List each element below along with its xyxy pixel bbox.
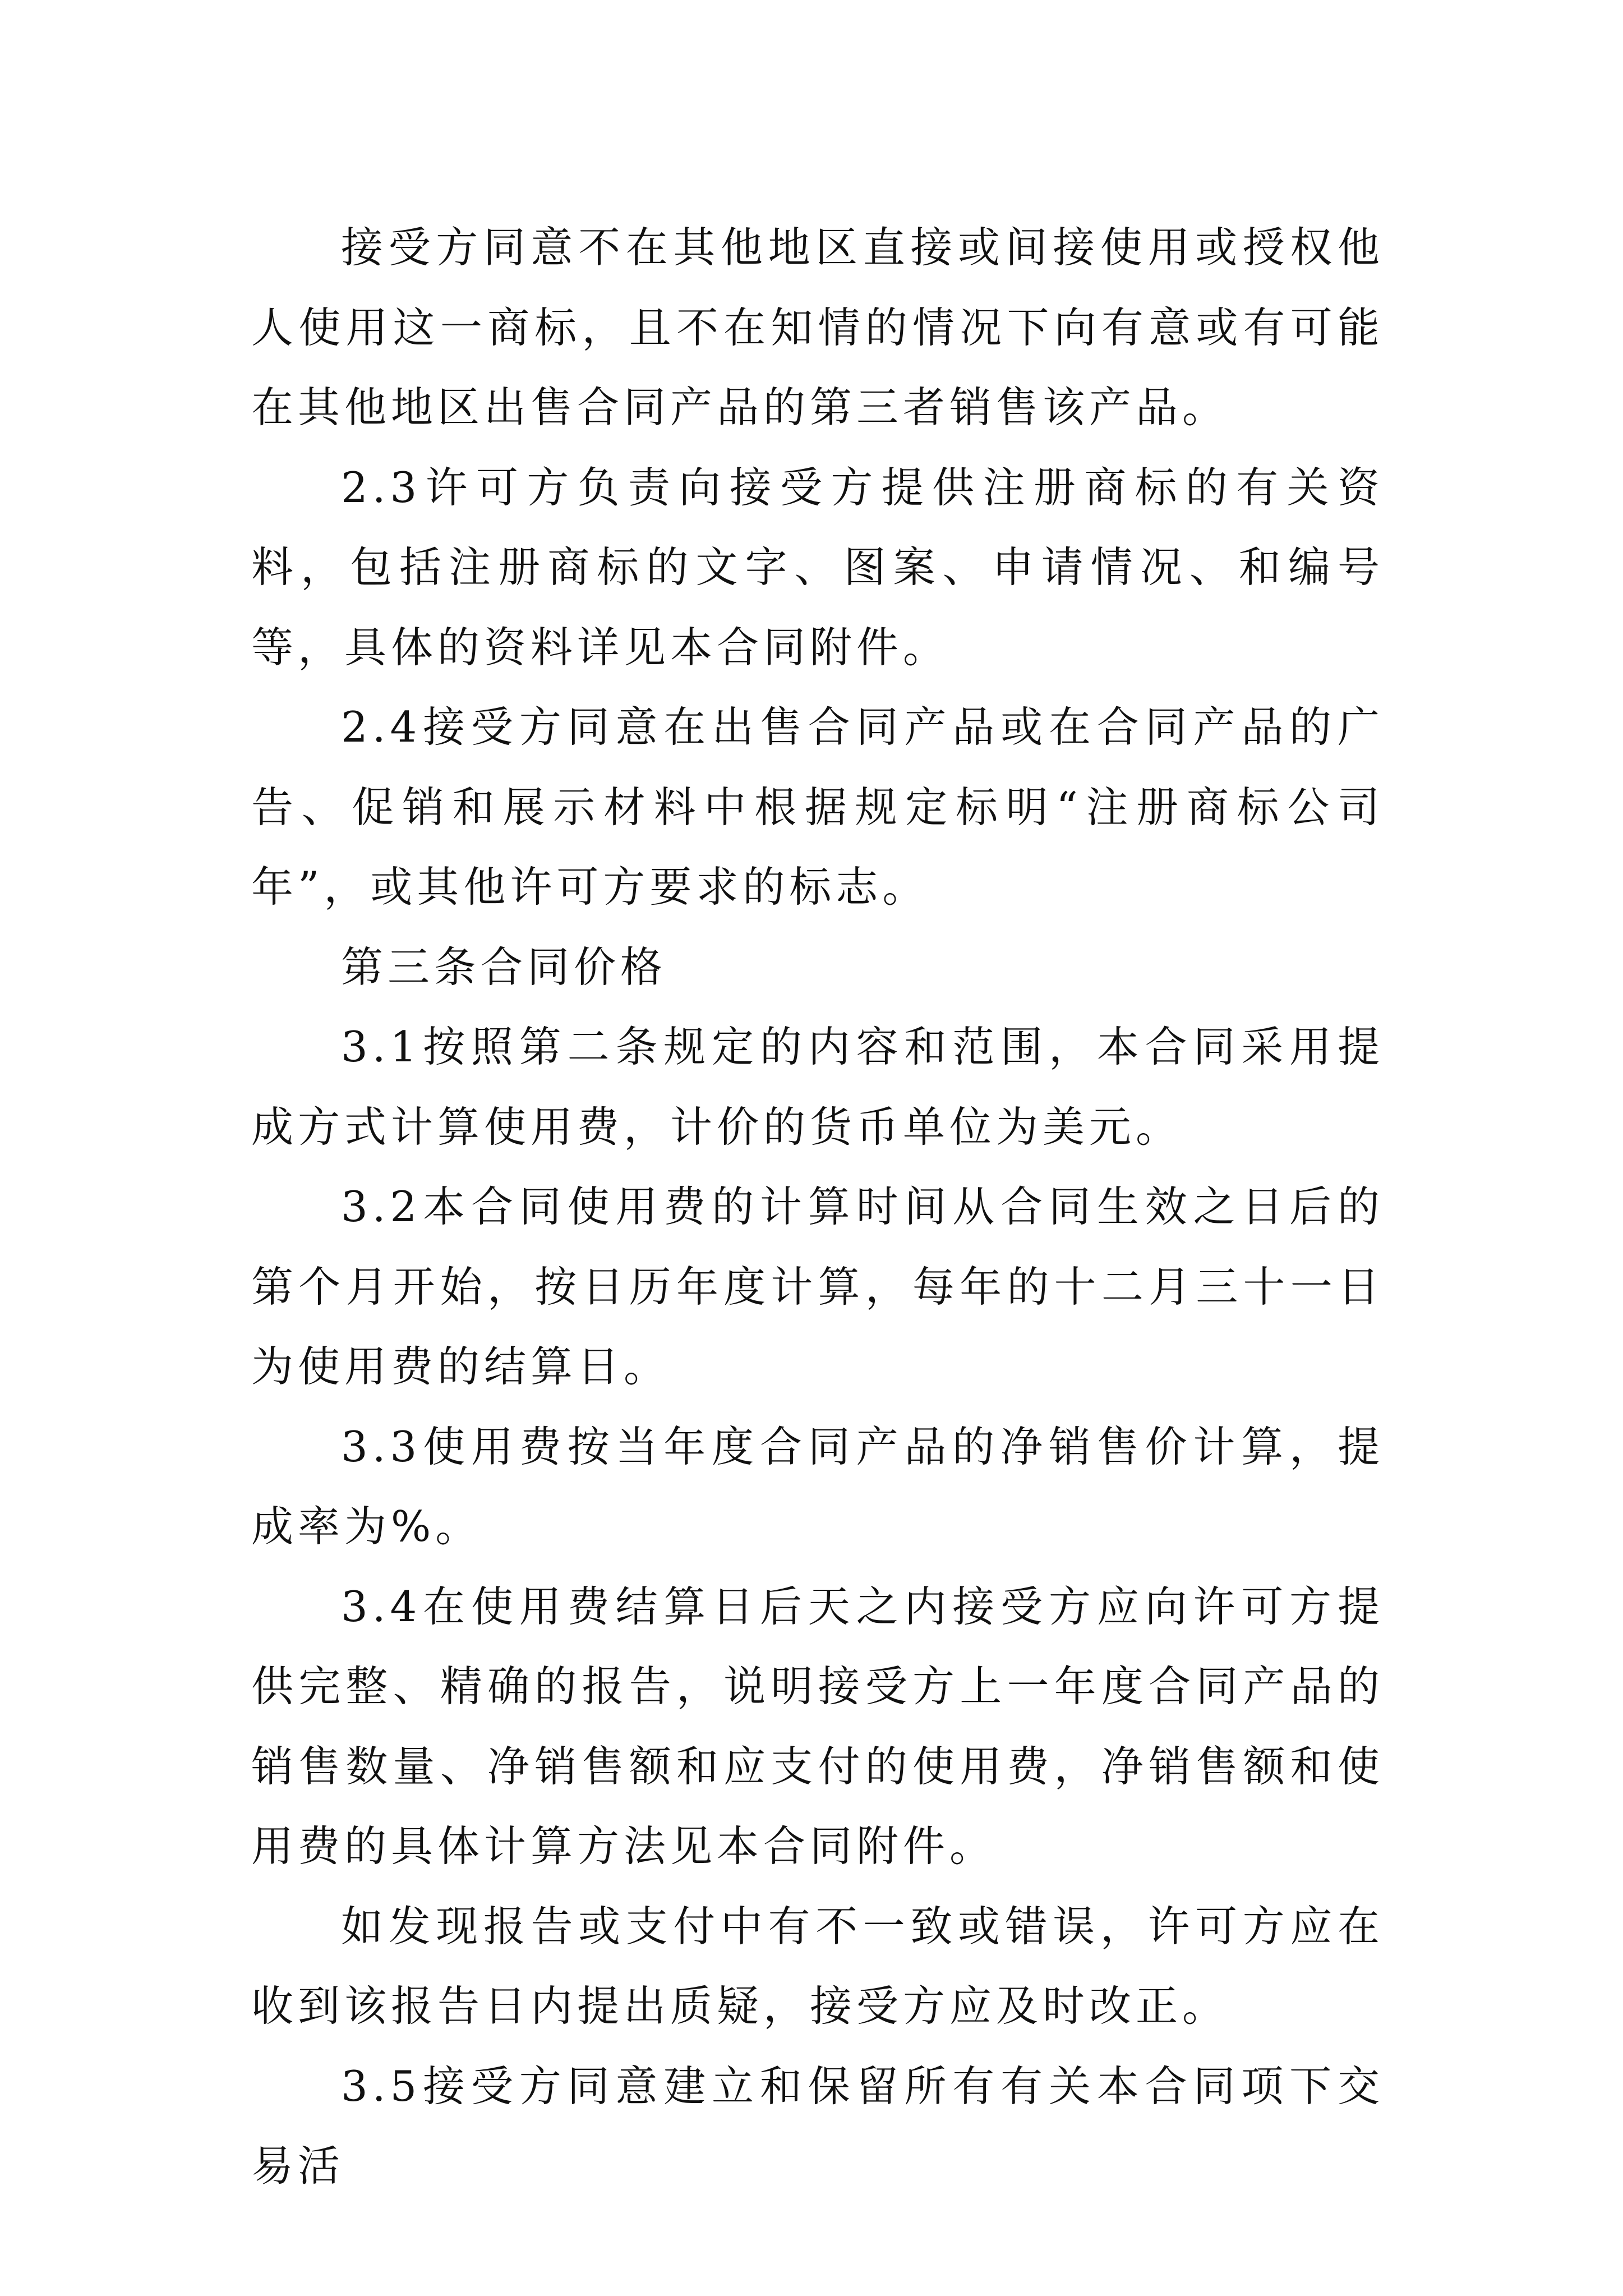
paragraph-2-4: 2.4接受方同意在出售合同产品或在合同产品的广告、促销和展示材料中根据规定标明“注册商标公司年”，或其他许可方要求的标志。 — [251, 702, 1384, 912]
paragraph-2-3: 2.3许可方负责向接受方提供注册商标的有关资料，包括注册商标的文字、图案、申请情况、和编号等，具体的资料详见本合同附件。 — [251, 462, 1384, 672]
paragraph-3-1: 3.1按照第二条规定的内容和范围，本合同采用提成方式计算使用费，计价的货币单位为美元。 — [251, 1022, 1384, 1152]
paragraph-3-3: 3.3使用费按当年度合同产品的净销售价计算，提成率为%。 — [251, 1421, 1384, 1551]
paragraph-3-2: 3.2本合同使用费的计算时间从合同生效之日后的第个月开始，按日历年度计算，每年的十二月三十一日为使用费的结算日。 — [251, 1182, 1384, 1391]
document-body — [251, 208, 1384, 2206]
paragraph-3-5: 3.5接受方同意建立和保留所有有关本合同项下交易活 — [251, 2061, 1384, 2191]
paragraph-territory-restriction: 接受方同意不在其他地区直接或间接使用或授权他人使用这一商标，且不在知情的情况下向有意或有可能在其他地区出售合同产品的第三者销售该产品。 — [251, 223, 1384, 432]
paragraph-report-correction: 如发现报告或支付中有不一致或错误，许可方应在收到该报告日内提出质疑，接受方应及时改正。 — [251, 1901, 1384, 2031]
section-heading-contract-price: 第三条合同价格 — [341, 942, 667, 992]
paragraph-3-4: 3.4在使用费结算日后天之内接受方应向许可方提供完整、精确的报告，说明接受方上一年度合同产品的销售数量、净销售额和应支付的使用费，净销售额和使用费的具体计算方法见本合同附件。 — [251, 1581, 1384, 1871]
